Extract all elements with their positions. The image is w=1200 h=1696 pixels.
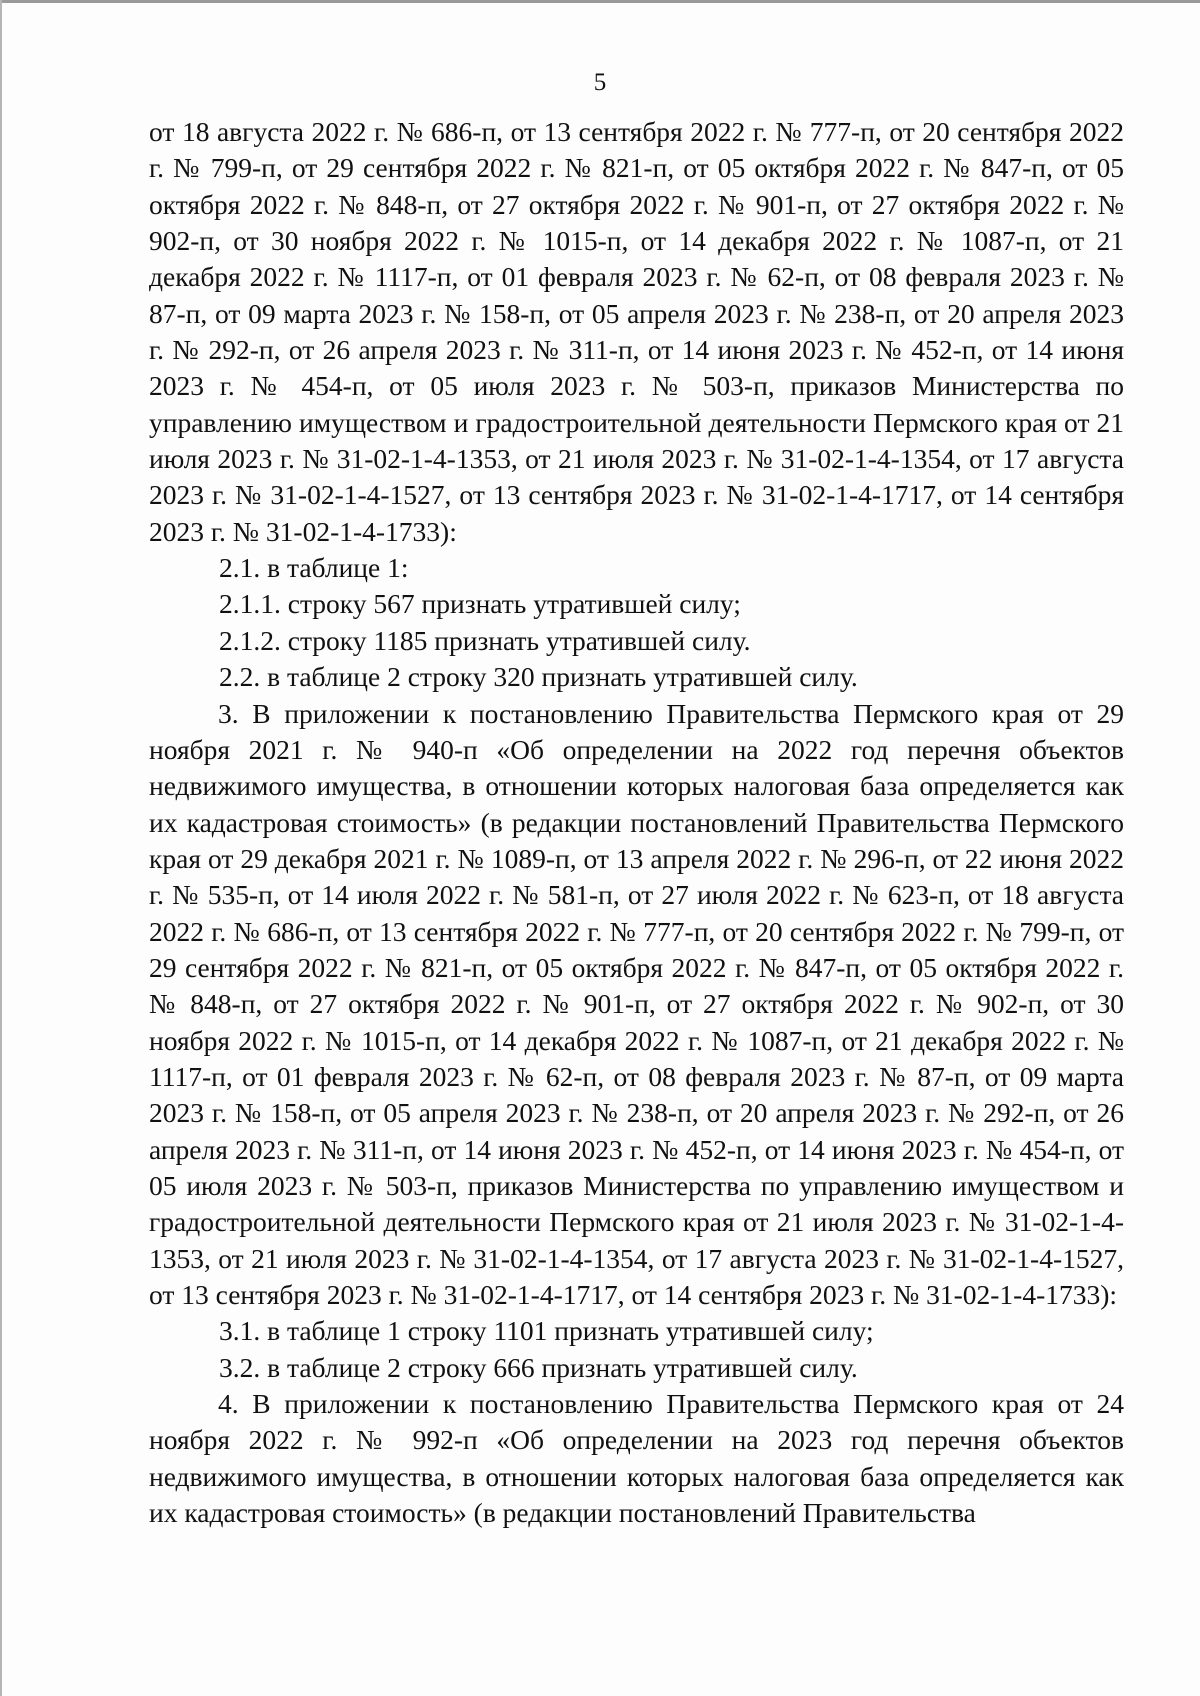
paragraph-section-4: 4. В приложении к постановлению Правительства Пермского края от 24 ноября 2022 г. № 992-п «Об определении на 2023 год перечня объектов недвижимого имущества, в отношении которых налоговая база определяется как их кадастровая стоимость» (в редакции постановлений Правительства xyxy=(149,1388,1124,1529)
page-number: 5 xyxy=(593,69,607,96)
paragraph-item-2-1-1: 2.1.1. строку 567 признать утратившей силу; xyxy=(219,588,741,620)
paragraph-item-2-1: 2.1. в таблице 1: xyxy=(219,552,409,584)
paragraph-section-3: 3. В приложении к постановлению Правительства Пермского края от 29 ноября 2021 г. № 940-п «Об определении на 2022 год перечня объектов недвижимого имущества, в отношении которых налоговая база определяется как их кадастровая стоимость» (в редакции постановлений Правительства Пермского края от 29 декабря 2021 г. № 1089-п, от 13 апреля 2022 г. № 296-п, от 22 июня 2022 г. № 535-п, от 14 июля 2022 г. № 581-п, от 27 июля 2022 г. № 623-п, от 18 августа 2022 г. № 686-п, от 13 сентября 2022 г. № 777-п, от 20 сентября 2022 г. № 799-п, от 29 сентября 2022 г. № 821-п, от 05 октября 2022 г. № 847-п, от 05 октября 2022 г. № 848-п, от 27 октября 2022 г. № 901-п, от 27 октября 2022 г. № 902-п, от 30 ноября 2022 г. № 1015-п, от 14 декабря 2022 г. № 1087-п, от 21 декабря 2022 г. № 1117-п, от 01 февраля 2023 г. № 62-п, от 08 февраля 2023 г. № 87-п, от 09 марта 2023 г. № 158-п, от 05 апреля 2023 г. № 238-п, от 20 апреля 2023 г. № 292-п, от 26 апреля 2023 г. № 311-п, от 14 июня 2023 г. № 452-п, от 14 июня 2023 г. № 454-п, от 05 июля 2023 г. № 503-п, приказов Министерства по управлению имуществом и градостроительной деятельности Пермского края от 21 июля 2023 г. № 31-02-1-4-1353, от 21 июля 2023 г. № 31-02-1-4-1354, от 17 августа 2023 г. № 31-02-1-4-1527, от 13 сентября 2023 г. № 31-02-1-4-1717, от 14 сентября 2023 г. № 31-02-1-4-1733): xyxy=(149,697,1124,1310)
paragraph-item-2-2: 2.2. в таблице 2 строку 320 признать утратившей силу. xyxy=(219,661,858,693)
paragraph-item-3-1: 3.1. в таблице 1 строку 1101 признать утратившей силу; xyxy=(219,1315,874,1347)
scan-edge xyxy=(0,0,2,1696)
paragraph-item-2-1-2: 2.1.2. строку 1185 признать утратившей силу. xyxy=(219,624,751,656)
scan-edge xyxy=(0,0,1200,3)
document-body xyxy=(149,114,1124,1531)
paragraph-item-3-2: 3.2. в таблице 2 строку 666 признать утратившей силу. xyxy=(219,1351,858,1383)
paragraph-amendment-list: от 18 августа 2022 г. № 686-п, от 13 сентября 2022 г. № 777-п, от 20 сентября 2022 г. № 799-п, от 29 сентября 2022 г. № 821-п, от 05 октября 2022 г. № 847-п, от 05 октября 2022 г. № 848-п, от 27 октября 2022 г. № 901-п, от 27 октября 2022 г. № 902-п, от 30 ноября 2022 г. № 1015-п, от 14 декабря 2022 г. № 1087-п, от 21 декабря 2022 г. № 1117-п, от 01 февраля 2023 г. № 62-п, от 08 февраля 2023 г. № 87-п, от 09 марта 2023 г. № 158-п, от 05 апреля 2023 г. № 238-п, от 20 апреля 2023 г. № 292-п, от 26 апреля 2023 г. № 311-п, от 14 июня 2023 г. № 452-п, от 14 июня 2023 г. № 454-п, от 05 июля 2023 г. № 503-п, приказов Министерства по управлению имуществом и градостроительной деятельности Пермского края от 21 июля 2023 г. № 31-02-1-4-1353, от 21 июля 2023 г. № 31-02-1-4-1354, от 17 августа 2023 г. № 31-02-1-4-1527, от 13 сентября 2023 г. № 31-02-1-4-1717, от 14 сентября 2023 г. № 31-02-1-4-1733): xyxy=(149,116,1124,547)
